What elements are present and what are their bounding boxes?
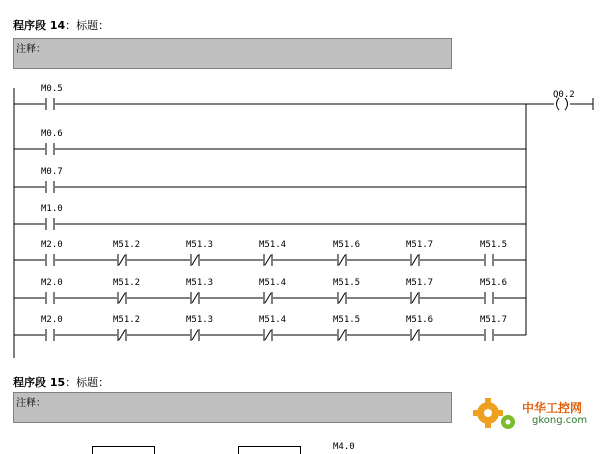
no-contact-label: M51.7 (480, 315, 508, 325)
segment-15-title-label: ：标题： (65, 376, 110, 389)
segment-14-title-label: ：标题： (65, 19, 110, 32)
nc-contact-label: M51.3 (186, 278, 214, 288)
coil-address-label: Q0.2 (553, 90, 575, 100)
no-contact-label: M0.6 (41, 129, 63, 139)
gkong-logo (470, 393, 600, 433)
nc-contact-label: M51.6 (406, 315, 434, 325)
no-contact-label: M2.0 (41, 315, 63, 325)
nc-contact-label: M51.2 (113, 315, 141, 325)
nc-contact-label: M51.4 (259, 278, 287, 288)
no-contact-label: M2.0 (41, 240, 63, 250)
nc-contact-label: M51.6 (333, 240, 361, 250)
no-contact-label: M1.0 (41, 204, 63, 214)
nc-contact-label: M51.4 (259, 315, 287, 325)
logo-text-en: gkong.com (532, 415, 588, 426)
no-contact-label: M51.6 (480, 278, 508, 288)
nc-contact-label: M51.2 (113, 278, 141, 288)
segment-14-comment-label: 注释： (16, 44, 46, 55)
segment-15-comment-box[interactable] (13, 392, 452, 423)
nc-contact-label: M51.3 (186, 315, 214, 325)
segment-15-comment-label: 注释： (16, 398, 46, 409)
no-contact-label: M0.5 (41, 84, 63, 94)
next-network-box-2 (238, 446, 301, 454)
nc-contact-label: M51.4 (259, 240, 287, 250)
nc-contact-label: M51.3 (186, 240, 214, 250)
no-contact-label: M0.7 (41, 167, 63, 177)
no-contact-label: M2.0 (41, 278, 63, 288)
gear-icon (470, 393, 520, 433)
nc-contact-label: M51.5 (333, 278, 361, 288)
segment-15-title (13, 374, 109, 390)
next-network-box-1 (92, 446, 155, 454)
no-contact-label: M51.5 (480, 240, 508, 250)
logo-text-cn: 中华工控网 (522, 401, 583, 415)
nc-contact-label: M51.7 (406, 278, 434, 288)
next-network-contact-label: M4.0 (333, 442, 355, 452)
nc-contact-label: M51.2 (113, 240, 141, 250)
segment-15-number: 程序段 15 (13, 376, 66, 389)
nc-contact-label: M51.7 (406, 240, 434, 250)
segment-14-number: 程序段 14 (13, 19, 66, 32)
nc-contact-label: M51.5 (333, 315, 361, 325)
